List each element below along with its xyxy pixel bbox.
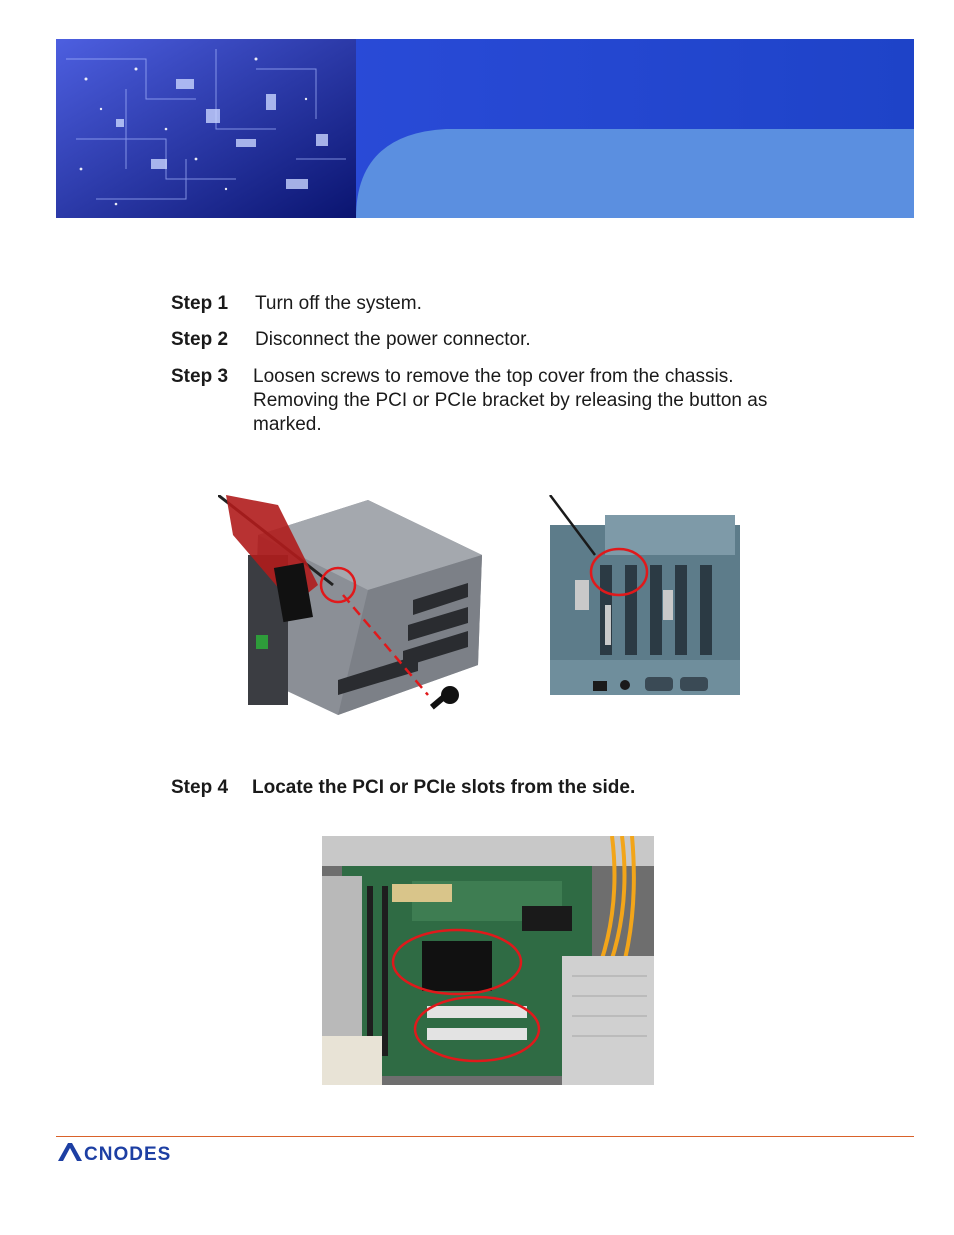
circuit-board-banner-graphic: [56, 39, 914, 218]
pci-slots-interior-photo: [322, 836, 654, 1085]
step-text: Turn off the system.: [255, 293, 422, 314]
step-label: Step 2: [171, 329, 229, 350]
step-4: [171, 776, 871, 800]
svg-text:CNODES: CNODES: [84, 1144, 172, 1165]
step-label: Step 3: [171, 366, 229, 387]
step-text: Disconnect the power connector.: [255, 329, 531, 350]
step-2: [171, 328, 871, 352]
chassis-screw-photo: [218, 495, 482, 720]
step-3: [171, 365, 871, 437]
step-text: Locate the PCI or PCIe slots from the side.: [252, 777, 636, 798]
footer-divider: [56, 1136, 914, 1137]
step-1: [171, 292, 871, 316]
step-label: Step 4: [171, 777, 229, 798]
acnodes-logo-graphic: [56, 1139, 216, 1165]
chassis-rear-bracket-photo: [545, 495, 745, 697]
step-text-line-3: marked.: [253, 414, 322, 435]
step-text-line-1: Loosen screws to remove the top cover from the chassis.: [253, 366, 734, 387]
acnodes-logo: [56, 1139, 216, 1165]
header-banner: [56, 39, 914, 218]
step-text-line-2: Removing the PCI or PCIe bracket by releasing the button as: [253, 390, 768, 411]
step-label: Step 1: [171, 293, 229, 314]
